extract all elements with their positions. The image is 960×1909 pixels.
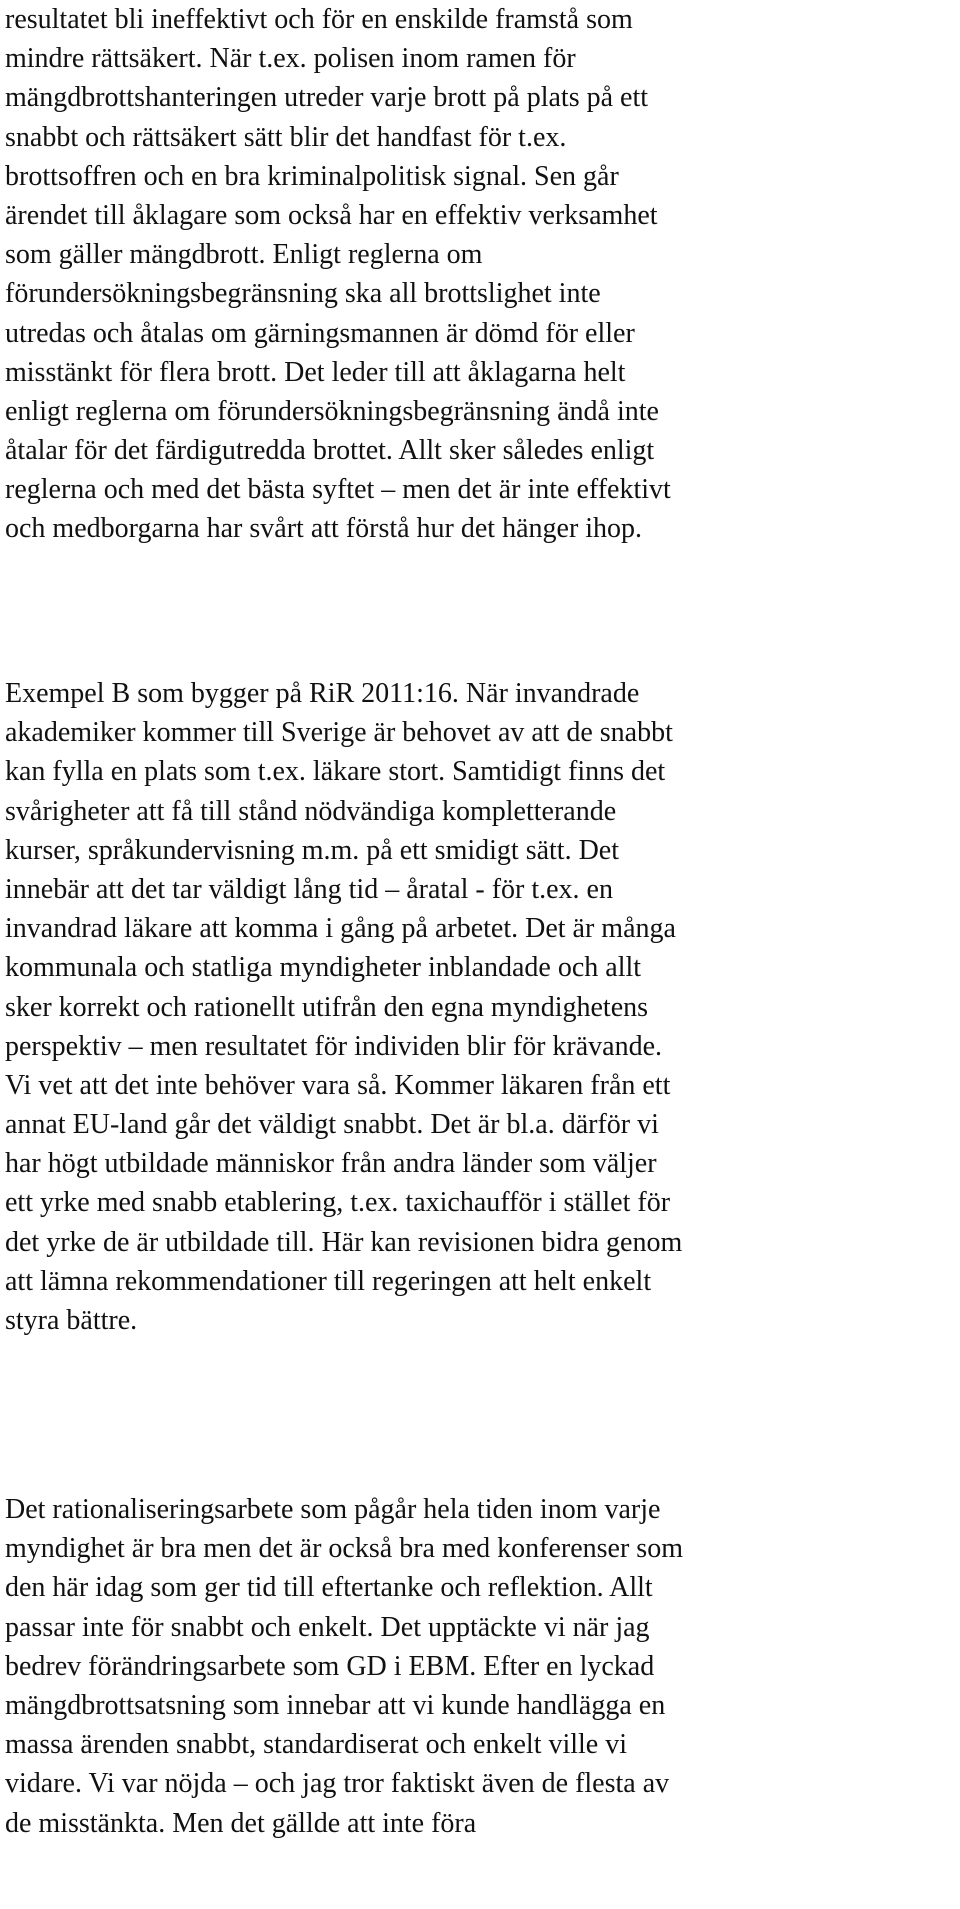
text-line: det yrke de är utbildade till. Här kan revisionen bidra genom (5, 1226, 683, 1258)
text-line: reglerna och med det bästa syftet – men det är inte effektivt (5, 474, 671, 506)
text-line: och medborgarna har svårt att förstå hur det hänger ihop. (5, 513, 643, 545)
text-line: enligt reglerna om förundersökningsbegränsning ändå inte (5, 395, 659, 427)
text-line: mängdbrottshanteringen utreder varje brott på plats på ett (5, 82, 649, 114)
text-line: mindre rättsäkert. När t.ex. polisen inom ramen för (5, 43, 576, 75)
text-line: mängdbrottsatsning som innebar att vi kunde handlägga en (5, 1689, 666, 1721)
text-line: kan fylla en plats som t.ex. läkare stort. Samtidigt finns det (5, 756, 666, 788)
text-line: resultatet bli ineffektivt och för en enskilde framstå som (5, 4, 633, 35)
text-line: akademiker kommer till Sverige är behovet av att de snabbt (5, 717, 673, 749)
text-line: åtalar för det färdigutredda brottet. Allt sker således enligt (5, 435, 655, 467)
text-line: svårigheter att få till stånd nödvändiga kompletterande (5, 795, 617, 827)
text-line: kurser, språkundervisning m.m. på ett smidigt sätt. Det (5, 834, 620, 866)
text-line: misstänkt för flera brott. Det leder till att åklagarna helt (5, 356, 626, 388)
text-line: Det rationaliseringsarbete som pågår hela tiden inom varje (5, 1494, 661, 1525)
text-line: har högt utbildade människor från andra länder som väljer (5, 1148, 657, 1180)
text-line: invandrad läkare att komma i gång på arbetet. Det är många (5, 913, 676, 945)
text-line: sker korrekt och rationellt utifrån den egna myndighetens (5, 991, 649, 1023)
text-line: Exempel B som bygger på RiR 2011:16. När invandrade (5, 678, 640, 709)
text-line: utredas och åtalas om gärningsmannen är dömd för eller (5, 317, 635, 349)
text-line: myndighet är bra men det är också bra med konferenser som (5, 1533, 683, 1565)
text-line: vidare. Vi var nöjda – och jag tror faktiskt även de flesta av (5, 1768, 670, 1800)
text-line: att lämna rekommendationer till regeringen att helt enkelt (5, 1265, 652, 1297)
paragraph-3 (5, 1490, 955, 1843)
text-line: massa ärenden snabbt, standardiserat och enkelt ville vi (5, 1729, 628, 1761)
text-line: kommunala och statliga myndigheter inblandade och allt (5, 952, 642, 984)
text-line: Vi vet att det inte behöver vara så. Kommer läkaren från ett (5, 1069, 671, 1101)
text-line: passar inte för snabbt och enkelt. Det upptäckte vi när jag (5, 1611, 650, 1643)
text-line: den här idag som ger tid till eftertanke och reflektion. Allt (5, 1572, 653, 1604)
text-line: perspektiv – men resultatet för individen blir för krävande. (5, 1030, 663, 1062)
text-line: brottsoffren och en bra kriminalpolitisk signal. Sen går (5, 160, 619, 192)
text-line: styra bättre. (5, 1305, 138, 1336)
text-line: ärendet till åklagare som också har en effektiv verksamhet (5, 199, 658, 231)
paragraph-1 (5, 0, 955, 549)
text-line: som gäller mängdbrott. Enligt reglerna om (5, 239, 483, 271)
text-line: annat EU-land går det väldigt snabbt. Det är bl.a. därför vi (5, 1109, 659, 1141)
text-line: de misstänkta. Men det gällde att inte föra (5, 1807, 477, 1839)
text-line: innebär att det tar väldigt lång tid – åratal - för t.ex. en (5, 873, 613, 905)
text-line: förundersökningsbegränsning ska all brottslighet inte (5, 278, 601, 310)
text-line: ett yrke med snabb etablering, t.ex. taxichaufför i stället för (5, 1187, 671, 1219)
text-line: bedrev förändringsarbete som GD i EBM. Efter en lyckad (5, 1650, 655, 1682)
text-line: snabbt och rättsäkert sätt blir det handfast för t.ex. (5, 121, 567, 153)
paragraph-2 (5, 674, 955, 1340)
